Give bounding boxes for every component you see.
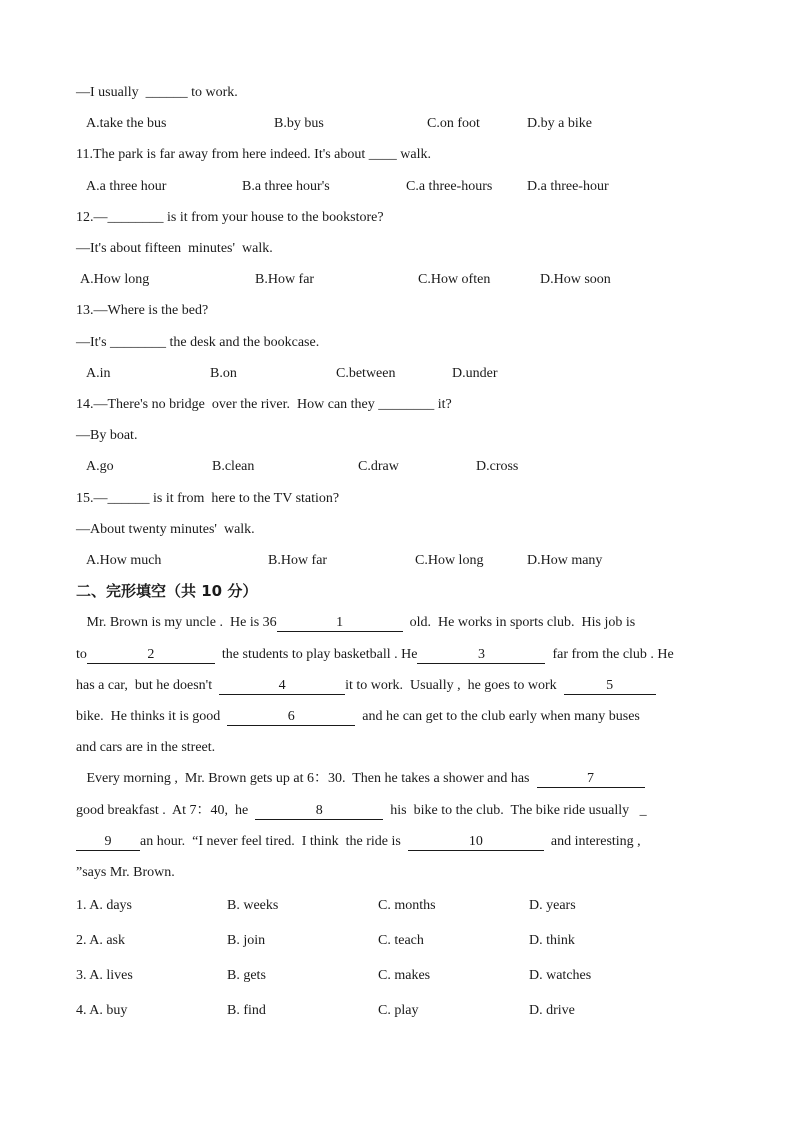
cloze-p1-line1: [76, 614, 722, 632]
text-span: it to work. Usually , he goes to work: [345, 678, 564, 693]
blank-8: 8: [255, 803, 383, 820]
q14-answer: —By boat.: [76, 428, 138, 443]
cloze-p2-line2: [76, 802, 722, 820]
blank-2: 2: [87, 647, 215, 664]
q11-option-c: C.a three-hours: [406, 179, 493, 194]
q14-option-c: C.draw: [358, 459, 399, 474]
q11-option-a: A.a three hour: [86, 179, 167, 194]
cloze-q1-option-d: D. years: [529, 898, 576, 913]
q10-option-b: B.by bus: [274, 116, 324, 131]
text-span: good breakfast . At 7：40, he: [76, 803, 256, 818]
cloze-q4-option-a: 4. A. buy: [76, 1003, 128, 1018]
q14-option-a: A.go: [86, 459, 114, 474]
q15-prompt: 15.—______ is it from here to the TV station?: [76, 491, 340, 506]
cloze-p1-line5: and cars are in the street.: [76, 740, 216, 755]
text-span: old. He works in sports club. His job is: [402, 615, 636, 630]
cloze-q4-option-c: C. play: [378, 1003, 419, 1018]
q13-answer: —It's ________ the desk and the bookcase.: [76, 335, 320, 350]
text-span: Every morning , Mr. Brown gets up at 6：30. Then he takes a shower and has: [76, 771, 537, 786]
cloze-q2-option-b: B. join: [227, 933, 266, 948]
q14-option-b: B.clean: [212, 459, 255, 474]
blank-5: 5: [564, 678, 656, 695]
text-span: Mr. Brown is my uncle . He is 36: [76, 615, 277, 630]
text-span: to: [76, 647, 87, 662]
blank-10: 10: [408, 834, 544, 851]
q14-option-d: D.cross: [476, 459, 519, 474]
q10-prompt: —I usually ______ to work.: [76, 85, 238, 100]
cloze-q1-option-c: C. months: [378, 898, 436, 913]
q11-option-b: B.a three hour's: [242, 179, 330, 194]
cloze-p2-line1: [76, 770, 722, 788]
q13-option-b: B.on: [210, 366, 237, 381]
q15-option-c: C.How long: [415, 553, 484, 568]
q12-prompt: 12.—________ is it from your house to the bookstore?: [76, 210, 384, 225]
text-span: and interesting ,: [543, 834, 641, 849]
blank-3: 3: [417, 647, 545, 664]
blank-7: 7: [537, 771, 645, 788]
q12-option-c: C.How often: [418, 272, 491, 287]
q15-answer: —About twenty minutes' walk.: [76, 522, 255, 537]
cloze-q2-option-c: C. teach: [378, 933, 424, 948]
q12-option-d: D.How soon: [540, 272, 611, 287]
q11-option-d: D.a three-hour: [527, 179, 609, 194]
cloze-q2-option-a: 2. A. ask: [76, 933, 125, 948]
text-span: bike. He thinks it is good: [76, 709, 228, 724]
q13-option-c: C.between: [336, 366, 396, 381]
q13-prompt: 13.—Where is the bed?: [76, 303, 209, 318]
q15-option-b: B.How far: [268, 553, 328, 568]
text-span: his bike to the club. The bike ride usually _: [383, 803, 647, 818]
blank-4: 4: [219, 678, 345, 695]
cloze-q1-option-b: B. weeks: [227, 898, 279, 913]
q12-option-a: A.How long: [80, 272, 150, 287]
text-span: the students to play basketball . He: [214, 647, 418, 662]
cloze-p1-line3: [76, 677, 722, 695]
cloze-q1-option-a: 1. A. days: [76, 898, 132, 913]
cloze-p2-line3: [76, 833, 722, 851]
text-span: far from the club . He: [545, 647, 674, 662]
cloze-q3-option-b: B. gets: [227, 968, 266, 983]
q12-answer: —It's about fifteen minutes' walk.: [76, 241, 273, 256]
blank-1: 1: [277, 615, 403, 632]
text-span: an hour. “I never feel tired. I think the ride is: [140, 834, 408, 849]
cloze-q3-option-d: D. watches: [529, 968, 592, 983]
blank-6: 6: [227, 709, 355, 726]
q12-option-b: B.How far: [255, 272, 315, 287]
q10-option-a: A.take the bus: [86, 116, 167, 131]
cloze-q2-option-d: D. think: [529, 933, 575, 948]
cloze-p1-line2: [76, 646, 722, 664]
cloze-p1-line4: [76, 708, 722, 726]
cloze-q4-option-d: D. drive: [529, 1003, 575, 1018]
cloze-p2-line4: ”says Mr. Brown.: [76, 865, 175, 880]
q15-option-a: A.How much: [86, 553, 162, 568]
cloze-q3-option-a: 3. A. lives: [76, 968, 133, 983]
q14-prompt: 14.—There's no bridge over the river. How can they ________ it?: [76, 397, 452, 412]
cloze-section-heading: 二、完形填空（共 10 分）: [76, 582, 258, 600]
q11-prompt: 11.The park is far away from here indeed. It's about ____ walk.: [76, 147, 431, 162]
q15-option-d: D.How many: [527, 553, 603, 568]
q13-option-a: A.in: [86, 366, 111, 381]
cloze-q4-option-b: B. find: [227, 1003, 266, 1018]
blank-9: 9: [76, 834, 140, 851]
text-span: and he can get to the club early when many buses: [355, 709, 640, 724]
q10-option-c: C.on foot: [427, 116, 480, 131]
q10-option-d: D.by a bike: [527, 116, 592, 131]
q13-option-d: D.under: [452, 366, 498, 381]
cloze-q3-option-c: C. makes: [378, 968, 431, 983]
text-span: has a car, but he doesn't: [76, 678, 220, 693]
